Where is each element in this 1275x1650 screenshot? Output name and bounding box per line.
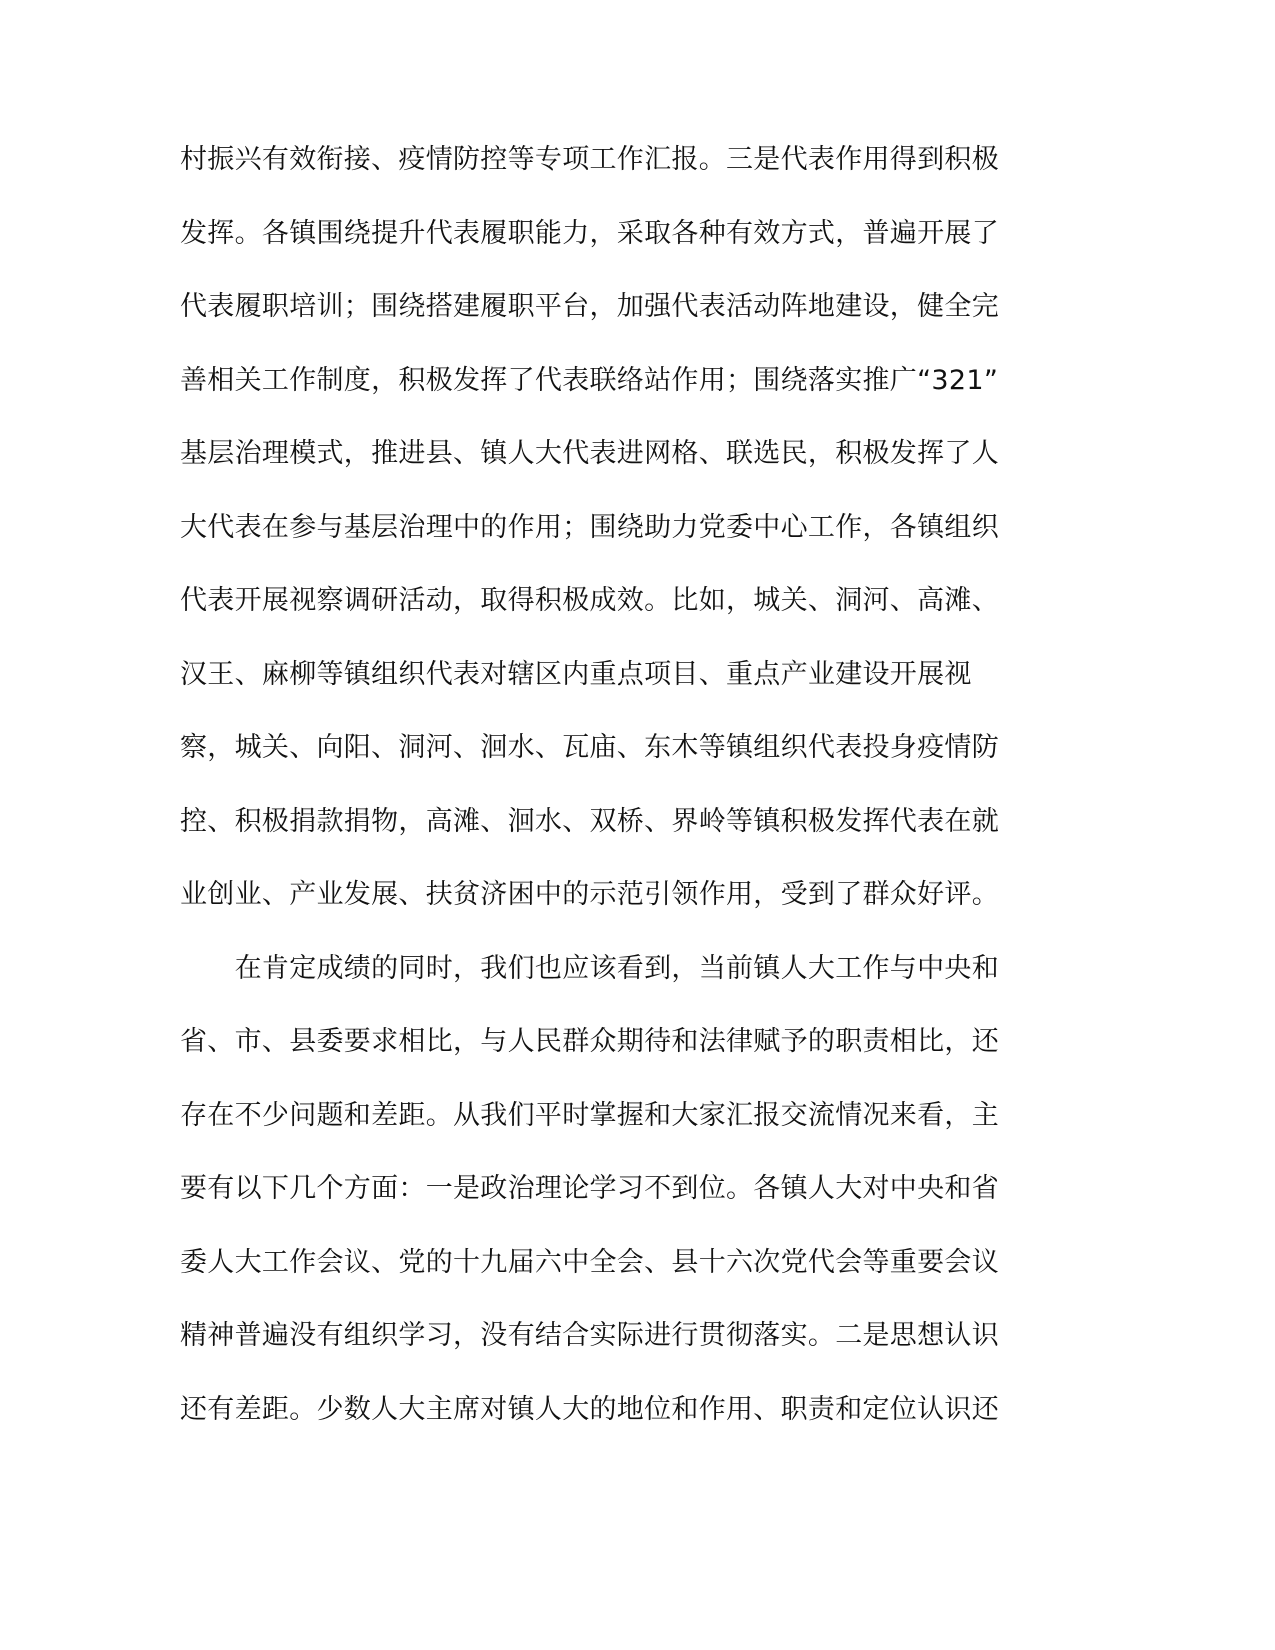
text-line-8: 汉王、麻柳等镇组织代表对辖区内重点项目、重点产业建设开展视 bbox=[180, 658, 972, 690]
text-line-17: 精神普遍没有组织学习，没有结合实际进行贯彻落实。二是思想认识 bbox=[180, 1320, 999, 1351]
text-line-16: 委人大工作会议、党的十九届六中全会、县十六次党代会等重要会议 bbox=[180, 1246, 999, 1278]
text-line-7: 代表开展视察调研活动，取得积极成效。比如，城关、洞河、高滩、 bbox=[180, 585, 999, 616]
text-line-9: 察，城关、向阳、洞河、洄水、瓦庙、东木等镇组织代表投身疫情防 bbox=[180, 732, 999, 763]
text-line-10: 控、积极捐款捐物，高滩、洄水、双桥、界岭等镇积极发挥代表在就 bbox=[180, 805, 999, 837]
text-line-11: 业创业、产业发展、扶贫济困中的示范引领作用，受到了群众好评。 bbox=[180, 879, 999, 910]
body-text bbox=[180, 136, 1050, 1459]
text-line-2: 发挥。各镇围绕提升代表履职能力，采取各种有效方式，普遍开展了 bbox=[180, 217, 999, 249]
text-line-3: 代表履职培训；围绕搭建履职平台，加强代表活动阵地建设，健全完 bbox=[180, 291, 999, 322]
text-line-6: 大代表在参与基层治理中的作用；围绕助力党委中心工作，各镇组织 bbox=[180, 511, 999, 543]
text-line-18: 还有差距。少数人大主席对镇人大的地位和作用、职责和定位认识还 bbox=[180, 1393, 999, 1425]
text-line-4: 善相关工作制度，积极发挥了代表联络站作用；围绕落实推广“321” bbox=[180, 364, 999, 396]
text-line-5: 基层治理模式，推进县、镇人大代表进网格、联选民，积极发挥了人 bbox=[180, 438, 999, 469]
text-line-14: 存在不少问题和差距。从我们平时掌握和大家汇报交流情况来看，主 bbox=[180, 1099, 999, 1131]
text-line-1: 村振兴有效衔接、疫情防控等专项工作汇报。三是代表作用得到积极 bbox=[180, 144, 999, 175]
text-line-13: 省、市、县委要求相比，与人民群众期待和法律赋予的职责相比，还 bbox=[180, 1026, 999, 1057]
text-line-15: 要有以下几个方面：一是政治理论学习不到位。各镇人大对中央和省 bbox=[180, 1173, 999, 1204]
paragraph-start-line: 在肯定成绩的同时，我们也应该看到，当前镇人大工作与中央和 bbox=[180, 952, 999, 984]
